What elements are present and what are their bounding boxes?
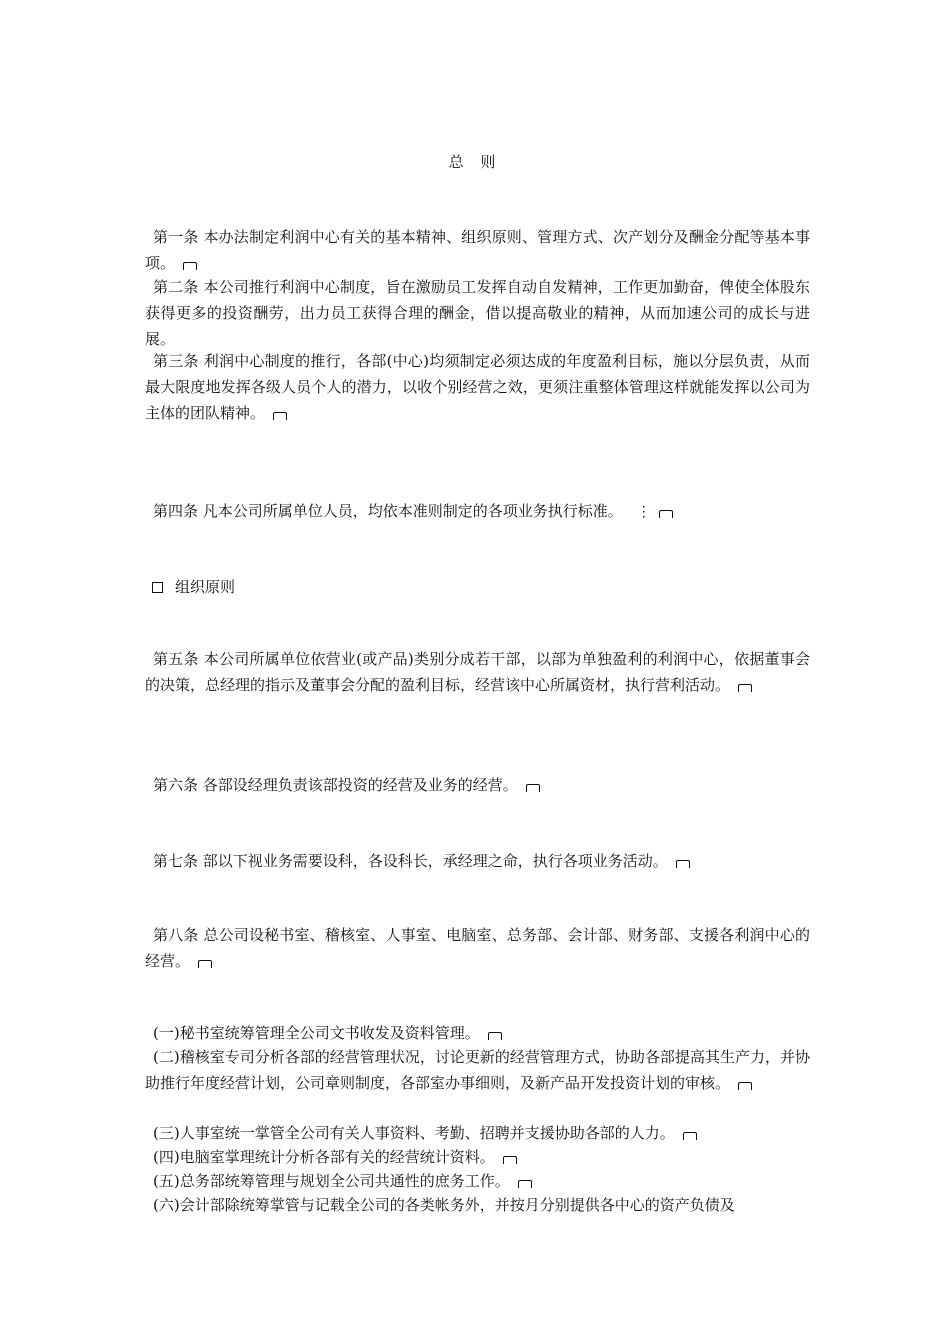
return-mark-icon — [273, 412, 287, 420]
list-item-1 — [145, 1020, 810, 1046]
article-2 — [145, 274, 810, 352]
return-mark-icon — [526, 784, 540, 792]
list-item-3 — [145, 1120, 810, 1146]
article-text: 第七条 部以下视业务需要设科，各设科长，承经理之命，执行各项业务活动。 — [153, 852, 668, 870]
list-item-6 — [145, 1192, 810, 1218]
list-item-2 — [145, 1044, 810, 1096]
article-text: 第二条 本公司推行利润中心制度，旨在激励员工发挥自动自发精神，工作更加勤奋，俾使全体股东获得更多的投资酬劳，出力员工获得合理的酬金，借以提高敬业的精神，从而加速公司的成长与进展。 — [145, 278, 810, 348]
section-heading — [152, 575, 235, 599]
page-title: 总 则 — [448, 153, 502, 171]
article-5 — [145, 646, 810, 698]
list-item-text: (五)总务部统筹管理与规划全公司共通性的庶务工作。 — [153, 1172, 510, 1190]
vertical-ellipsis: ⋮ — [636, 504, 651, 520]
article-text: 第五条 本公司所属单位依营业(或产品)类别分成若干部，以部为单独盈利的利润中心，依据董事会的决策，总经理的指示及董事会分配的盈利目标，经营该中心所属资材，执行营利活动。 — [145, 650, 810, 694]
list-item-text: (二)稽核室专司分析各部的经营管理状况，讨论更新的经营管理方式，协助各部提高其生产力，并协助推行年度经营计划，公司章则制度，各部室办事细则，及新产品开发投资计划的审核。 — [145, 1048, 810, 1092]
return-mark-icon — [488, 1032, 502, 1040]
article-6 — [145, 772, 810, 798]
return-mark-icon — [738, 684, 752, 692]
return-mark-icon — [676, 860, 690, 868]
return-mark-icon — [683, 1132, 697, 1140]
article-text: 第一条 本办法制定利润中心有关的基本精神、组织原则、管理方式、次产划分及酬金分配等基本事项。 — [145, 228, 810, 272]
article-3 — [145, 348, 810, 426]
return-mark-icon — [659, 510, 673, 518]
article-1 — [145, 224, 810, 276]
list-item-text: (六)会计部除统筹掌管与记载全公司的各类帐务外，并按月分别提供各中心的资产负债及 — [153, 1196, 735, 1214]
return-mark-icon — [738, 1082, 752, 1090]
article-text: 第三条 利润中心制度的推行，各部(中心)均须制定必须达成的年度盈利目标，施以分层负责，从而最大限度地发挥各级人员个人的潜力，以收个别经营之效，更须注重整体管理这样就能发挥以公司为主体的团队精神。 — [145, 352, 810, 422]
list-item-text: (三)人事室统一掌管全公司有关人事资料、考勤、招聘并支援协助各部的人力。 — [153, 1124, 675, 1142]
article-7 — [145, 848, 810, 874]
article-text: 第六条 各部设经理负责该部投资的经营及业务的经营。 — [153, 776, 518, 794]
article-8 — [145, 922, 810, 974]
article-text: 第四条 凡本公司所属单位人员，均依本准则制定的各项业务执行标准。 — [153, 502, 623, 520]
checkbox-icon — [152, 582, 163, 593]
article-4 — [145, 498, 810, 524]
return-mark-icon — [198, 960, 212, 968]
list-item-text: (四)电脑室掌理统计分析各部有关的经营统计资料。 — [153, 1148, 495, 1166]
article-text: 第八条 总公司设秘书室、稽核室、人事室、电脑室、总务部、会计部、财务部、支援各利润中心的经营。 — [145, 926, 810, 970]
return-mark-icon — [518, 1180, 532, 1188]
list-item-4 — [145, 1144, 810, 1170]
return-mark-icon — [503, 1156, 517, 1164]
list-item-text: (一)秘书室统筹管理全公司文书收发及资料管理。 — [153, 1024, 480, 1042]
section-heading-label: 组织原则 — [175, 578, 236, 596]
list-item-5 — [145, 1168, 810, 1194]
return-mark-icon — [183, 262, 197, 270]
